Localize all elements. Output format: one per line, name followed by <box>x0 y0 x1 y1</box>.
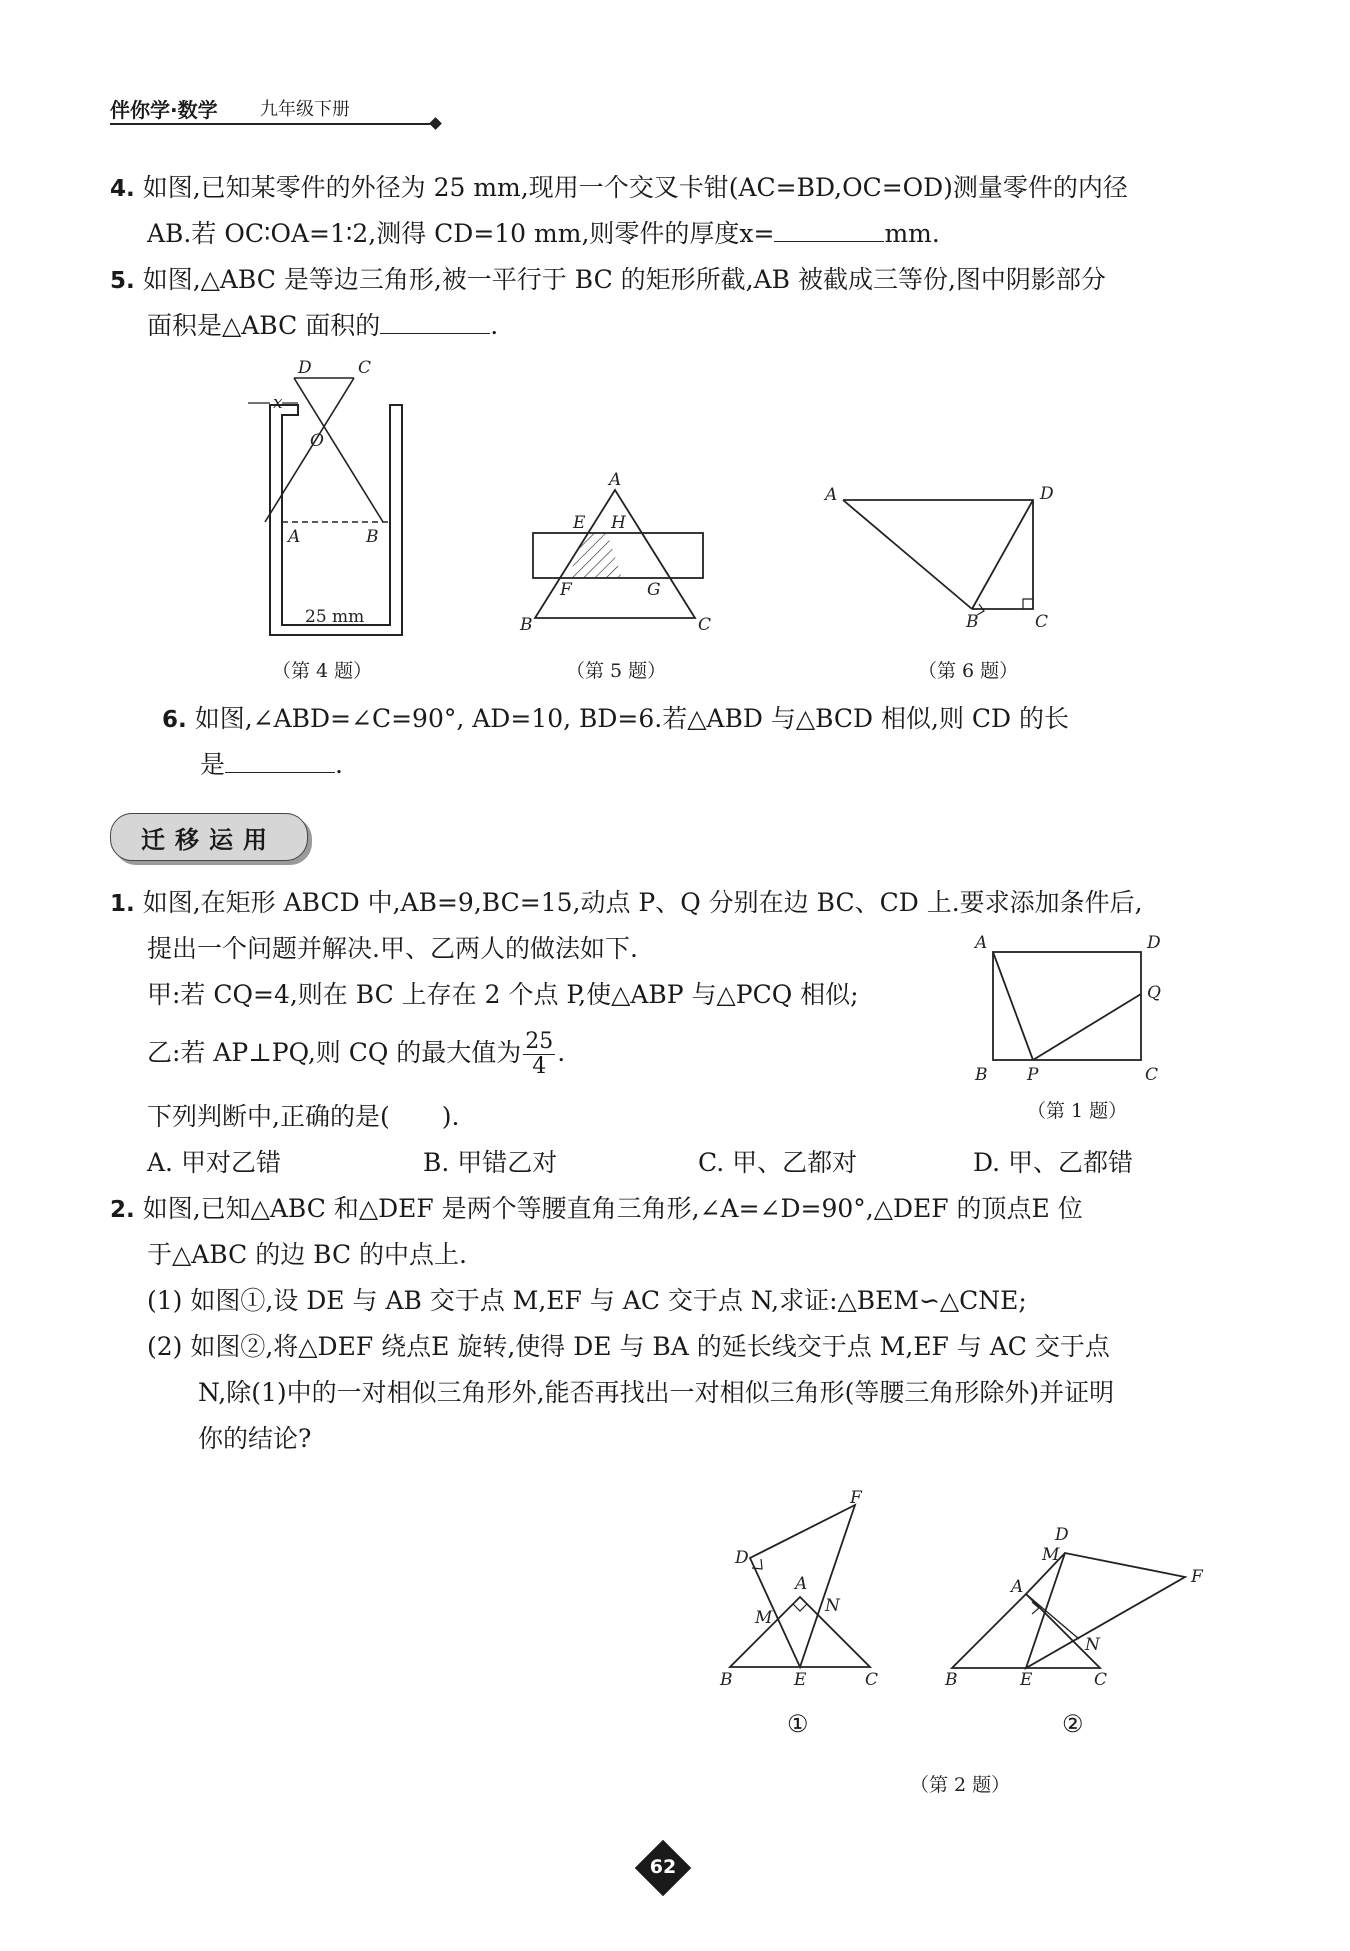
figure-4-caption: （第 4 题） <box>272 660 373 682</box>
question-text: 如图,在矩形 ABCD 中,AB=9,BC=15,动点 P、Q 分别在边 BC、CD 上.要求添加条件后, <box>142 888 1143 917</box>
label-p: P <box>1027 1065 1039 1085</box>
label-m: M <box>1042 1545 1060 1565</box>
segments-ad-dc-cb <box>843 500 1033 609</box>
fraction-numerator: 25 <box>525 1029 554 1054</box>
label-o: O <box>310 431 324 451</box>
section-title: 迁移运用 <box>141 826 277 854</box>
problem-2-sub1: (1) 如图①,设 DE 与 AB 交于点 M,EF 与 AC 交于点 N,求证:△BEM∽△CNE; <box>147 1286 1027 1315</box>
label-a: A <box>795 1574 808 1594</box>
figure-6 <box>820 480 1100 630</box>
label-c: C <box>1035 612 1049 630</box>
question-4 <box>110 165 1128 212</box>
problem-1-line5 <box>147 1094 459 1140</box>
label-n: N <box>825 1596 840 1616</box>
problem-2 <box>110 1186 1083 1233</box>
question-5-line2 <box>147 303 498 349</box>
label-b: B <box>520 615 533 635</box>
label-f: F <box>850 1488 862 1508</box>
label-c: C <box>1094 1670 1108 1690</box>
label-b: B <box>966 612 979 630</box>
triangle-abc <box>730 1597 870 1667</box>
question-6-line2 <box>200 742 343 788</box>
fraction <box>523 1030 555 1079</box>
question-text: . <box>557 1038 566 1067</box>
problem-1-line4 <box>147 1030 565 1079</box>
label-h: H <box>611 513 626 533</box>
problem-1-line2: 提出一个问题并解决.甲、乙两人的做法如下. <box>147 934 638 963</box>
label-c: C <box>358 360 372 378</box>
question-number: 4. <box>110 176 135 202</box>
header-diamond-icon <box>429 117 442 130</box>
question-number: 1. <box>110 891 135 917</box>
segment-ap <box>993 952 1033 1060</box>
section-banner <box>110 813 308 861</box>
triangle-def <box>1026 1553 1185 1668</box>
label-b: B <box>720 1670 733 1685</box>
label-x: x <box>273 393 283 413</box>
question-text: 如图,△ABC 是等边三角形,被一平行于 BC 的矩形所截,AB 被截成三等份,图中阴影部分 <box>142 265 1106 294</box>
grade-label: 九年级下册 <box>260 99 350 120</box>
right-angle-a <box>793 1604 807 1611</box>
label-e: E <box>573 513 586 533</box>
rectangle-abcd <box>993 952 1141 1060</box>
segment-bd <box>972 500 1033 609</box>
figure-p2-1-label: ① <box>787 1710 809 1738</box>
triangle-abc <box>952 1594 1100 1668</box>
label-g: G <box>647 580 661 600</box>
label-b: B <box>975 1065 988 1085</box>
problem-2-line2: 于△ABC 的边 BC 的中点上. <box>147 1240 467 1269</box>
figure-p2-caption: （第 2 题） <box>910 1774 1011 1796</box>
answer-blank[interactable] <box>380 307 490 334</box>
problem-1-line3: 甲:若 CQ=4,则在 BC 上存在 2 个点 P,使△ABP 与△PCQ 相似; <box>147 980 859 1009</box>
label-25mm: 25 mm <box>305 607 365 627</box>
label-b: B <box>945 1670 958 1690</box>
answer-blank[interactable] <box>225 746 335 773</box>
page-number: 62 <box>649 1856 677 1878</box>
label-c: C <box>698 615 712 635</box>
segment-ab <box>843 500 972 609</box>
question-5 <box>110 257 1106 304</box>
question-number: 2. <box>110 1197 135 1223</box>
option-d[interactable]: D. 甲、乙都错 <box>973 1148 1134 1177</box>
option-a[interactable]: A. 甲对乙错 <box>147 1148 281 1177</box>
segment-an <box>1026 1594 1079 1639</box>
label-d: D <box>1055 1525 1069 1545</box>
label-a: A <box>1011 1577 1024 1597</box>
question-text: . <box>335 750 343 779</box>
label-m: M <box>755 1608 773 1628</box>
question-text: mm. <box>884 219 940 248</box>
shaded-region <box>569 533 622 578</box>
caliper-arm-dc <box>294 378 383 522</box>
label-e: E <box>794 1670 807 1685</box>
question-number: 6. <box>162 707 187 733</box>
label-a: A <box>825 485 838 505</box>
segment-pq <box>1033 994 1141 1060</box>
figure-6-caption: （第 6 题） <box>918 660 1019 682</box>
label-a: A <box>288 527 301 547</box>
problem-2-sub2-line2: N,除(1)中的一对相似三角形外,能否再找出一对相似三角形(等腰三角形除外)并证明 <box>198 1378 1115 1407</box>
figure-p2-2 <box>940 1520 1220 1690</box>
question-number: 5. <box>110 268 135 294</box>
label-f: F <box>1191 1567 1203 1587</box>
question-text: 如图,已知△ABC 和△DEF 是两个等腰直角三角形,∠A=∠D=90°,△DEF 的顶点E 位 <box>142 1194 1083 1223</box>
figure-5 <box>515 465 715 645</box>
label-n: N <box>1085 1635 1100 1655</box>
figure-p1 <box>965 930 1215 1090</box>
question-text: 面积是△ABC 面积的 <box>147 311 381 340</box>
page-header <box>110 92 450 126</box>
book-title: 伴你学·数学 <box>110 98 218 122</box>
label-c: C <box>865 1670 879 1685</box>
label-d: D <box>735 1548 749 1568</box>
question-text: 乙:若 AP⊥PQ,则 CQ 的最大值为 <box>147 1038 522 1067</box>
question-text: 下列判断中,正确的是( <box>147 1102 390 1131</box>
figure-p1-caption: （第 1 题） <box>1027 1100 1128 1122</box>
question-text: 如图,∠ABD=∠C=90°, AD=10, BD=6.若△ABD 与△BCD 相似,则 CD 的长 <box>194 704 1070 733</box>
question-6 <box>162 696 1069 743</box>
question-text: AB.若 OC∶OA=1∶2,测得 CD=10 mm,则零件的厚度x= <box>147 219 775 248</box>
label-f: F <box>560 580 572 600</box>
figure-4 <box>240 360 420 640</box>
header-rule <box>110 123 436 125</box>
right-angle-c <box>1023 599 1033 609</box>
answer-blank[interactable] <box>774 215 884 242</box>
problem-1 <box>110 880 1143 927</box>
option-c[interactable]: C. 甲、乙都对 <box>698 1148 858 1177</box>
option-b[interactable]: B. 甲错乙对 <box>423 1148 558 1177</box>
question-text: . <box>490 311 499 340</box>
question-text: ). <box>441 1102 460 1131</box>
figure-p2-2-label: ② <box>1062 1710 1084 1738</box>
question-text: 是 <box>200 750 226 779</box>
question-text: 如图,已知某零件的外径为 25 mm,现用一个交叉卡钳(AC=BD,OC=OD)测量零件的内径 <box>142 173 1128 202</box>
label-a: A <box>609 470 622 490</box>
triangle-abc <box>535 490 695 618</box>
figure-5-caption: （第 5 题） <box>566 660 667 682</box>
fraction-denominator: 4 <box>532 1054 547 1079</box>
label-a: A <box>975 933 988 953</box>
label-q: Q <box>1147 983 1161 1003</box>
figure-p2-1 <box>715 1485 885 1685</box>
label-d: D <box>1147 933 1161 953</box>
label-c: C <box>1145 1065 1159 1085</box>
problem-2-sub2-line3: 你的结论? <box>198 1424 312 1453</box>
label-d: D <box>298 360 312 378</box>
label-b: B <box>366 527 379 547</box>
label-d: D <box>1040 484 1054 504</box>
label-e: E <box>1020 1670 1033 1690</box>
question-4-line2 <box>147 211 940 257</box>
problem-2-sub2-line1: (2) 如图②,将△DEF 绕点E 旋转,使得 DE 与 BA 的延长线交于点 M,EF 与 AC 交于点 <box>147 1332 1110 1361</box>
